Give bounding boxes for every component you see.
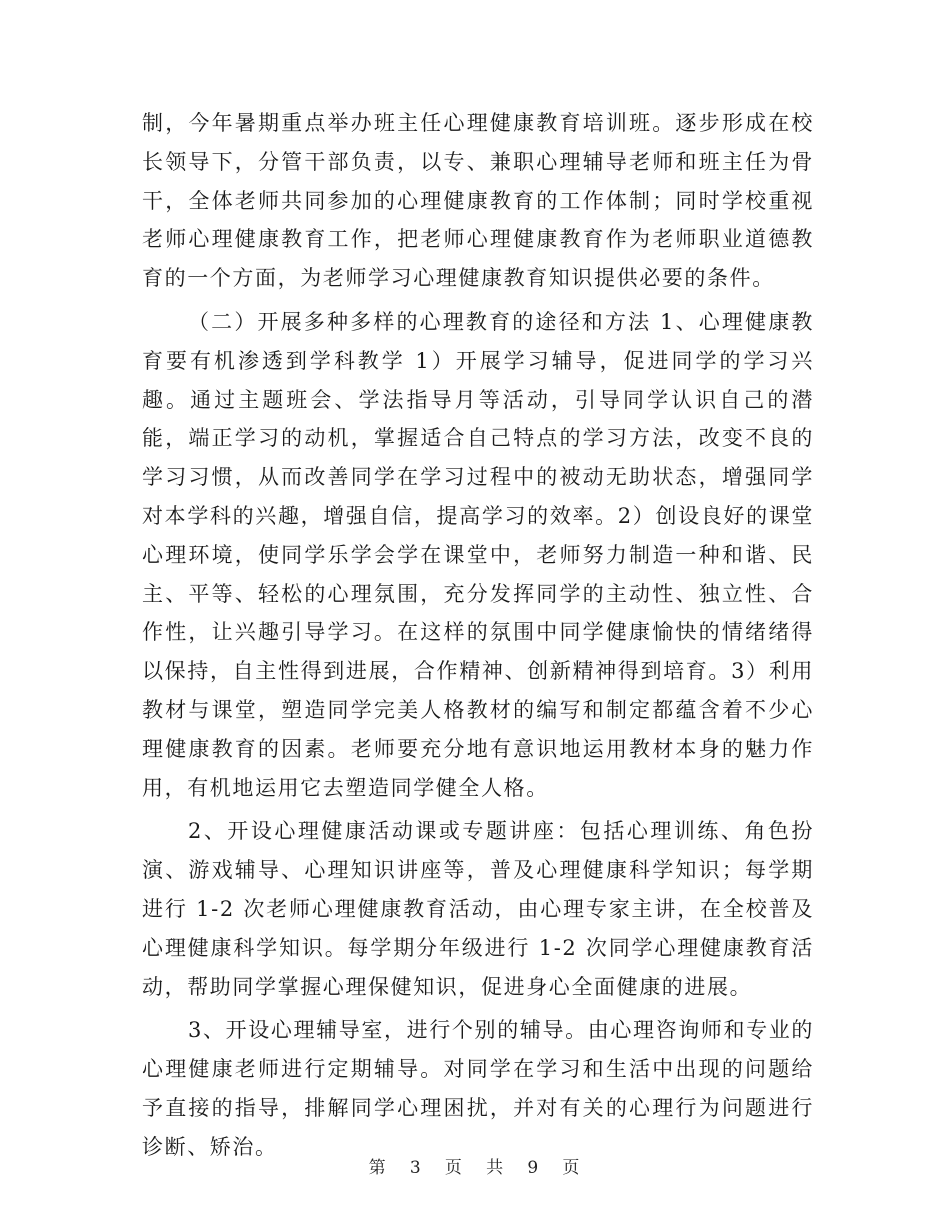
- footer-current-page: 3: [409, 1158, 423, 1178]
- document-body: [142, 104, 814, 1167]
- paragraph-item-two: 2、开设心理健康活动课或专题讲座：包括心理训练、角色扮演、游戏辅导、心理知识讲座等，普及心理健康科学知识；每学期进行 1-2 次老师心理健康教育活动，由心理专家主讲，在全校普及心理健康科学知识。每学期分年级进行 1-2 次同学心理健康教育活动，帮助同学掌握心理保健知识，促进身心全面健康的进展。: [142, 819, 814, 999]
- paragraph-continuation: 制，今年暑期重点举办班主任心理健康教育培训班。逐步形成在校长领导下，分管干部负责，以专、兼职心理辅导老师和班主任为骨干，全体老师共同参加的心理健康教育的工作体制；同时学校重视老师心理健康教育工作，把老师心理健康教育作为老师职业道德教育的一个方面，为老师学习心理健康教育知识提供必要的条件。: [142, 111, 814, 291]
- paragraph-item-three: 3、开设心理辅导室，进行个别的辅导。由心理咨询师和专业的心理健康老师进行定期辅导。对同学在学习和生活中出现的问题给予直接的指导，排解同学心理困扰，并对有关的心理行为问题进行诊断、矫治。: [142, 1018, 814, 1159]
- footer-total-pages: 9: [527, 1158, 541, 1178]
- page-footer: [0, 1153, 950, 1178]
- footer-label-total: 共: [486, 1158, 506, 1178]
- footer-label-page: 第: [368, 1158, 388, 1178]
- footer-label-unit-2: 页: [562, 1158, 582, 1178]
- footer-label-unit: 页: [444, 1158, 464, 1178]
- paragraph-section-two: （二）开展多种多样的心理教育的途径和方法 1、心理健康教育要有机渗透到学科教学 1）开展学习辅导，促进同学的学习兴趣。通过主题班会、学法指导月等活动，引导同学认识自己的潜能，端正学习的动机，掌握适合自己特点的学习方法，改变不良的学习习惯，从而改善同学在学习过程中的被动无助状态，增强同学对本学科的兴趣，增强自信，提高学习的效率。2）创设良好的课堂心理环境，使同学乐学会学在课堂中，老师努力制造一种和谐、民主、平等、轻松的心理氛围，充分发挥同学的主动性、独立性、合作性，让兴趣引导学习。在这样的氛围中同学健康愉快的情绪绪得以保持，自主性得到进展，合作精神、创新精神得到培育。3）利用教材与课堂，塑造同学完美人格教材的编写和制定都蕴含着不少心理健康教育的因素。老师要充分地有意识地运用教材本身的魅力作用，有机地运用它去塑造同学健全人格。: [142, 309, 814, 800]
